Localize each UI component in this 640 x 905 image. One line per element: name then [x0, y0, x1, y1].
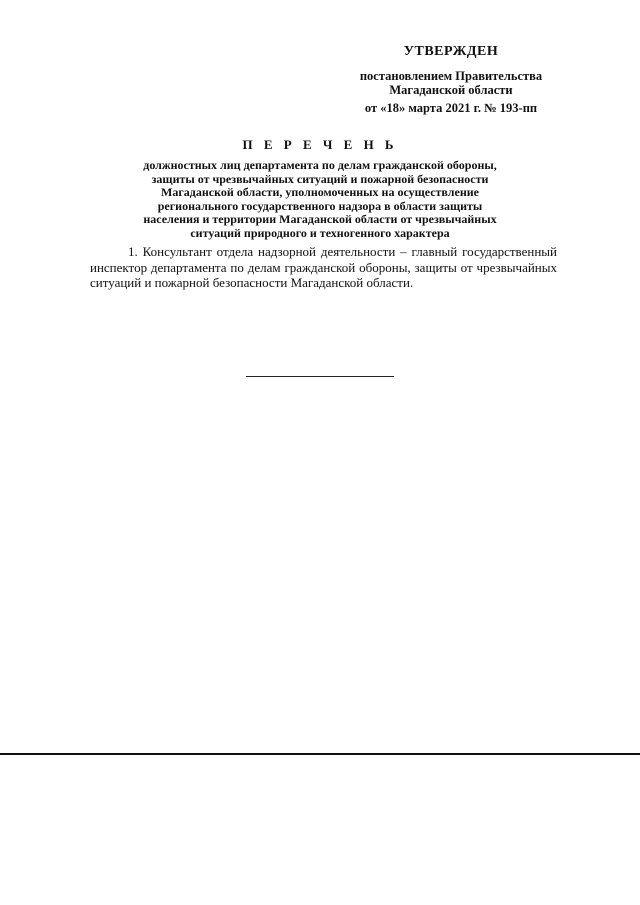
heading-line: Магаданской области, уполномоченных на осуществление: [161, 185, 479, 199]
heading-line: населения и территории Магаданской области от чрезвычайных: [143, 212, 497, 226]
heading-line: защиты от чрезвычайных ситуаций и пожарной безопасности: [151, 171, 489, 186]
page-edge-line: [0, 753, 640, 755]
document-title: П Е Р Е Ч Е Н Ь: [242, 137, 398, 152]
heading-line: ситуаций природного и техногенного характера: [190, 225, 450, 240]
approval-date: от «18» марта 2021 г. № 193-пп: [364, 101, 538, 115]
document-heading: [60, 137, 580, 240]
approval-title: УТВЕРЖДЕН: [403, 44, 499, 59]
list-item: 1. Консультант отдела надзорной деятельности – главный государственный инспектор департамента по делам гражданской обороны, защиты от чрезвычайных ситуаций и пожарной безопасности Магаданской области.: [90, 244, 557, 290]
approval-line: Магаданской области: [389, 83, 513, 97]
heading-line: регионального государственного надзора в области защиты: [157, 198, 483, 213]
approval-line: постановлением Правительства: [359, 69, 543, 83]
heading-line: должностных лиц департамента по делам гражданской обороны,: [143, 158, 497, 172]
approval-block: [320, 44, 582, 116]
closing-divider: [246, 376, 394, 377]
